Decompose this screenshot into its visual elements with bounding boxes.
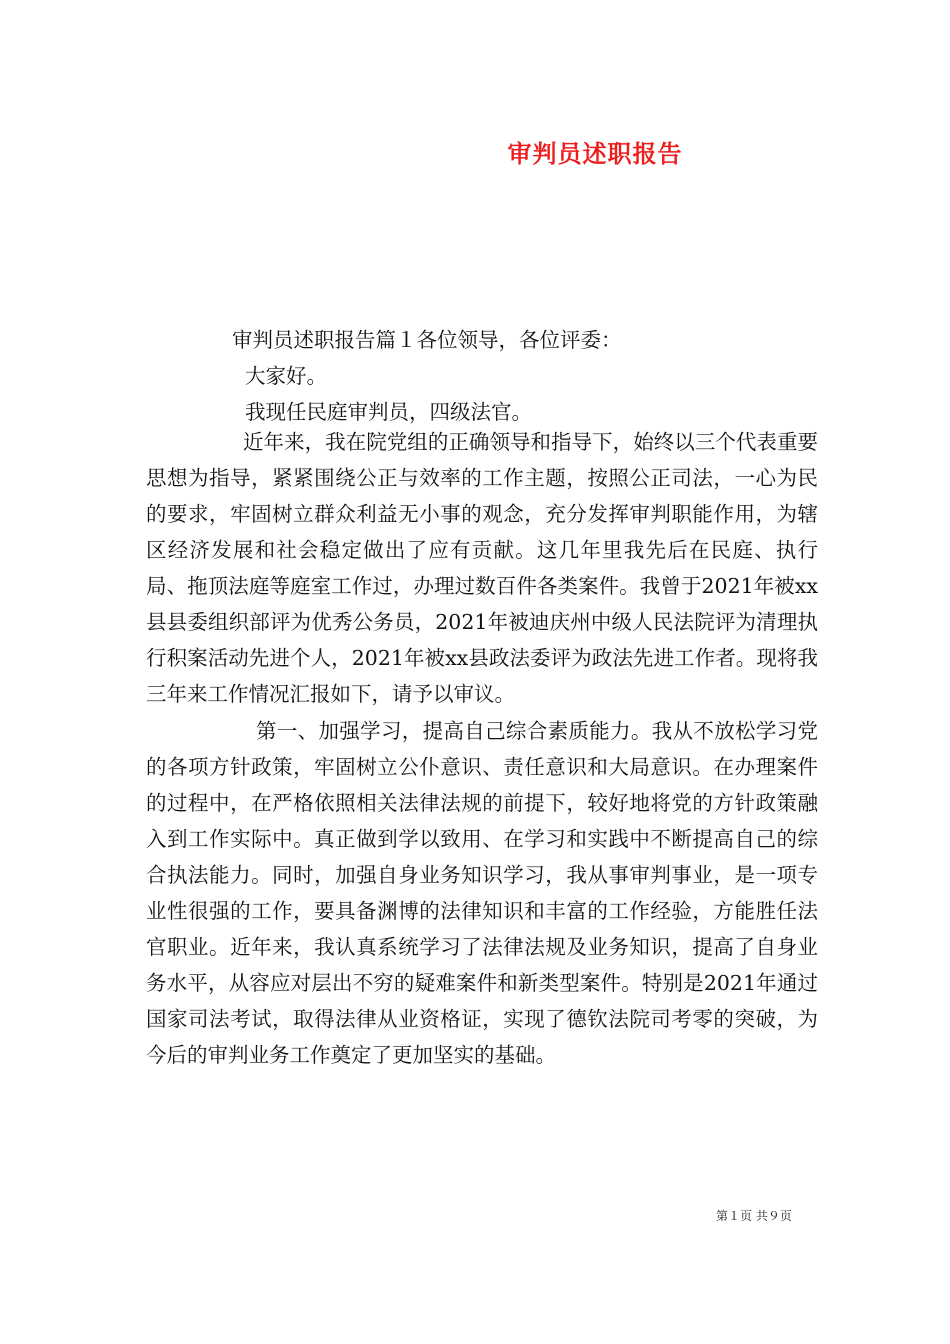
- paragraph-learning: 第一、加强学习，提高自己综合素质能力。我从不放松学习党的各项方针政策，牢固树立公仆意识、责任意识和大局意识。在办理案件的过程中，在严格依照相关法律法规的前提下，较好地将党的方针政策融入到工作实际中。真正做到学以致用、在学习和实践中不断提高自己的综合执法能力。同时，加强自身业务知识学习，我从事审判事业，是一项专业性很强的工作，要具备渊博的法律知识和丰富的工作经验，方能胜任法官职业。近年来，我认真系统学习了法律法规及业务知识，提高了自身业务水平，从容应对层出不穷的疑难案件和新类型案件。特别是2021年通过国家司法考试，取得法律从业资格证，实现了德钦法院司考零的突破，为今后的审判业务工作奠定了更加坚实的基础。: [146, 719, 818, 1067]
- page-indicator: 第１页 共９页: [716, 1209, 792, 1223]
- body-text: [146, 424, 818, 1073]
- position-line: 我现任民庭审判员，四级法官。: [245, 400, 532, 424]
- paragraph-overview: 近年来，我在院党组的正确领导和指导下，始终以三个代表重要思想为指导，紧紧围绕公正与效率的工作主题，按照公正司法，一心为民的要求，牢固树立群众利益无小事的观念，充分发挥审判职能作用，为辖区经济发展和社会稳定做出了应有贡献。这几年里我先后在民庭、执行局、拖顶法庭等庭室工作过，办理过数百件各类案件。我曾于2021年被xx县县委组织部评为优秀公务员，2021年被迪庆州中级人民法院评为清理执行积案活动先进个人，2021年被xx县政法委评为政法先进工作者。现将我三年来工作情况汇报如下，请予以审议。: [146, 430, 818, 706]
- document-title: 审判员述职报告: [507, 139, 683, 168]
- opening-line: 审判员述职报告篇１各位领导，各位评委：: [232, 328, 622, 352]
- greeting-line: 大家好。: [245, 364, 327, 388]
